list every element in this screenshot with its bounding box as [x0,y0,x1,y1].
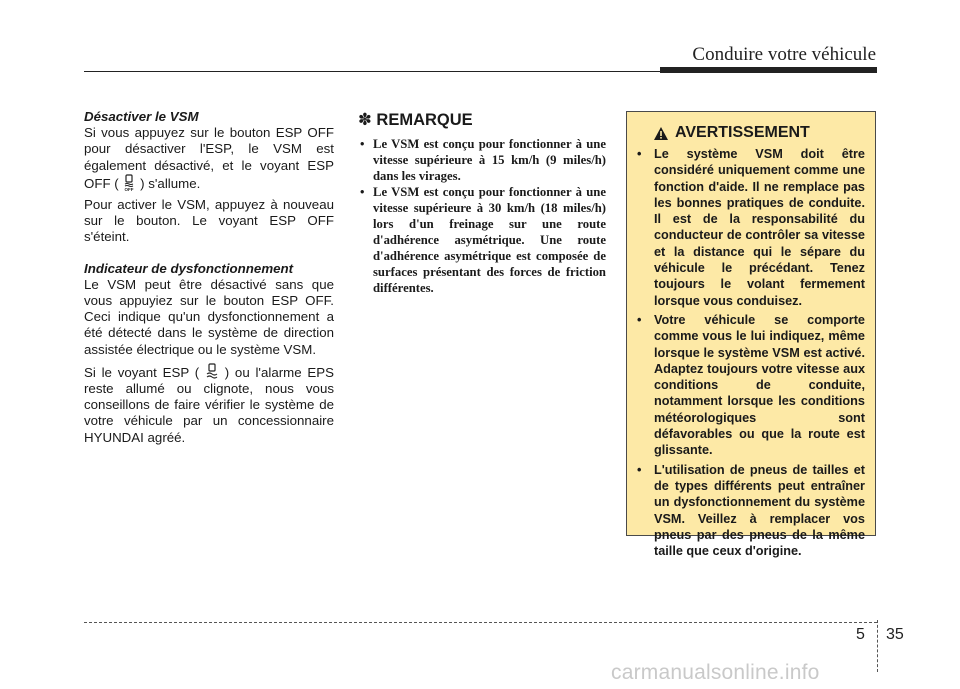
paragraph-activate-vsm: Pour activer le VSM, appuyez à nouveau sur le bouton. Le voyant ESP OFF s'éteint. [84,197,334,245]
paragraph-text: Si vous appuyez sur le bouton ESP OFF pour désactiver l'ESP, le VSM est également désactivé, et le voyant ESP OFF ( [84,125,334,191]
esp-off-icon-label: OFF [124,186,134,192]
warning-box [626,111,876,559]
page-number: 35 [886,626,904,643]
paragraph-esp-warning [84,363,334,446]
paragraph-malfunction: Le VSM peut être désactivé sans que vous appuyiez sur le bouton ESP OFF. Ceci indique qu'un dysfonctionnement a été détecté dans le système de direction assistée électrique ou le système VSM. [84,276,334,357]
list-item [358,184,606,296]
remark-section [358,110,606,296]
paragraph-disable-vsm [84,125,334,192]
remark-heading [358,110,606,130]
warning-item-text: Votre véhicule se comporte comme vous le lui indiquez, même lorsque le système VSM est activé. Adaptez toujours votre vitesse aux conditions de conduite, notamment lorsque les conditions météorologiques sont défavorables ou que la route est glissante. [654,312,865,458]
warning-title: AVERTISSEMENT [675,124,810,141]
section-heading-malfunction: Indicateur de dysfonctionnement [84,260,294,276]
warning-triangle-icon [653,126,669,141]
paragraph-text: Si le voyant ESP ( [84,364,200,380]
list-item [637,146,865,309]
bullet: • [637,147,642,161]
list-item [637,312,865,459]
chapter-title: Conduire votre véhicule [692,44,876,65]
warning-list [637,146,865,559]
bullet: • [637,462,642,477]
left-column [84,109,334,451]
watermark: carmanualsonline.info [611,661,820,684]
warning-item-text: Le système VSM doit être considéré uniquement comme une fonction d'aide. Il ne remplace pas les bonnes pratiques de conduite. Il est de la responsabilité du conducteur de contrôler sa vitesse et la distance qui le sépare du véhicule le précédant. Tenez toujours le volant fermement lorsque vous conduisez. [654,147,865,308]
section-heading-disable-vsm: Désactiver le VSM [84,109,199,124]
bullet: • [360,137,365,151]
header-rule [84,71,660,72]
remark-item-text: Le VSM est conçu pour fonctionner à une vitesse supérieure à 30 km/h (18 miles/h) lors d'un freinage sur une route d'adhérence asymétrique. Une route d'adhérence asymétrique est composée de surfaces présentant des forces de friction différentes. [373,185,606,295]
bullet: • [360,185,365,199]
esp-off-indicator-icon [122,174,136,192]
footer-rule [84,622,877,623]
bullet: • [637,312,642,327]
warning-item-text: L'utilisation de pneus de tailles et de types différents peut entraîner un dysfonctionnement du système VSM. Veillez à remplacer vos pneus par des pneus de la même taille que ceux d'origine. [654,462,865,559]
list-item [358,136,606,184]
header-rule-accent [660,67,877,73]
remark-title: REMARQUE [376,111,473,129]
paragraph-text: ) ou l'alarme EPS reste allumé ou clignote, nous vous conseillons de faire vérifier le système de votre véhicule par un concessionnaire HYUNDAI agréé. [84,364,334,445]
remark-item-text: Le VSM est conçu pour fonctionner à une vitesse supérieure à 15 km/h (9 miles/h) dans les virages. [373,137,606,183]
paragraph-text: ) s'allume. [140,175,201,191]
warning-heading [653,124,865,142]
footer-divider [877,620,878,672]
chapter-number: 5 [856,626,865,643]
remark-symbol-icon: ✽ [358,111,372,129]
esp-indicator-icon [205,363,219,381]
list-item [637,462,865,560]
remark-list [358,136,606,296]
